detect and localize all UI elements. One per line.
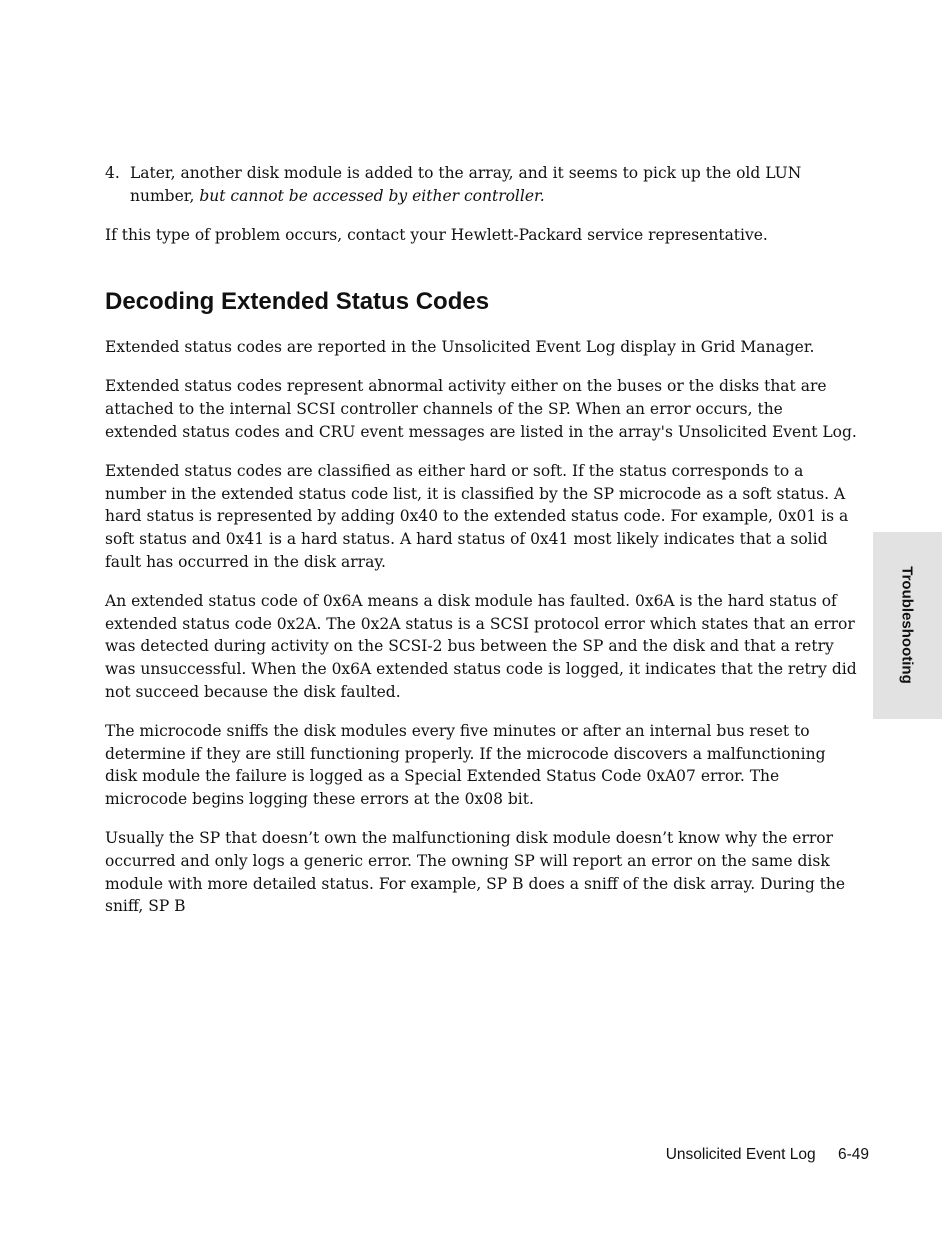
footer-section-name: Unsolicited Event Log [665, 1146, 816, 1163]
section-title: Decoding Extended Status Codes [105, 287, 490, 315]
section-paragraph: Usually the SP that doesn’t own the malfunctioning disk module doesn’t know why the error occurred and only logs a generic error. The owning SP will report an error on the same disk module with more detailed status. For example, SP B does a sniff of the disk array. During the sniff, SP B [105, 829, 846, 916]
page-footer [666, 1146, 869, 1164]
section-paragraph: Extended status codes are classified as either hard or soft. If the status corresponds to a number in the extended status code list, it is classified by the SP microcode as a soft status. A hard status is represented by adding 0x40 to the extended status code. For example, 0x01 is a soft status and 0x41 is a hard status. A hard status of 0x41 most likely indicates that a solid fault has occurred in the disk array. [105, 462, 849, 571]
section-paragraph: The microcode sniffs the disk modules every five minutes or after an internal bus reset to determine if they are still functioning properly. If the microcode discovers a malfunctioning disk module the failure is logged as a Special Extended Status Code 0xA07 error. The microcode begins logging these errors at the 0x08 bit. [105, 722, 826, 808]
list-item-italic-text: but cannot be accessed by either controller. [199, 186, 545, 205]
section-paragraph: Extended status codes represent abnormal activity either on the buses or the disks that are attached to the internal SCSI controller channels of the SP. When an error occurs, the extended status codes and CRU event messages are listed in the array's Unsolicited Event Log. [105, 377, 857, 441]
intro-paragraph: If this type of problem occurs, contact your Hewlett-Packard service representative. [105, 226, 768, 245]
page-content [105, 162, 857, 935]
footer-page-number: 6-49 [837, 1146, 869, 1163]
list-item [105, 162, 857, 207]
list-item-number: 4. [105, 164, 120, 182]
side-tab-label: Troubleshooting [898, 566, 916, 684]
section-paragraph: Extended status codes are reported in the Unsolicited Event Log display in Grid Manager. [105, 337, 815, 356]
side-tab-troubleshooting[interactable] [873, 532, 942, 719]
section-paragraph: An extended status code of 0x6A means a disk module has faulted. 0x6A is the hard status of extended status code 0x2A. The 0x2A status is a SCSI protocol error which states that an error was detected during activity on the SCSI-2 bus between the SP and the disk and that a retry was unsuccessful. When the 0x6A extended status code is logged, it indicates that the retry did not succeed because the disk faulted. [105, 592, 857, 701]
list-item-text: Later, another disk module is added to the array, and it seems to pick up the old LUN number, [130, 164, 802, 205]
